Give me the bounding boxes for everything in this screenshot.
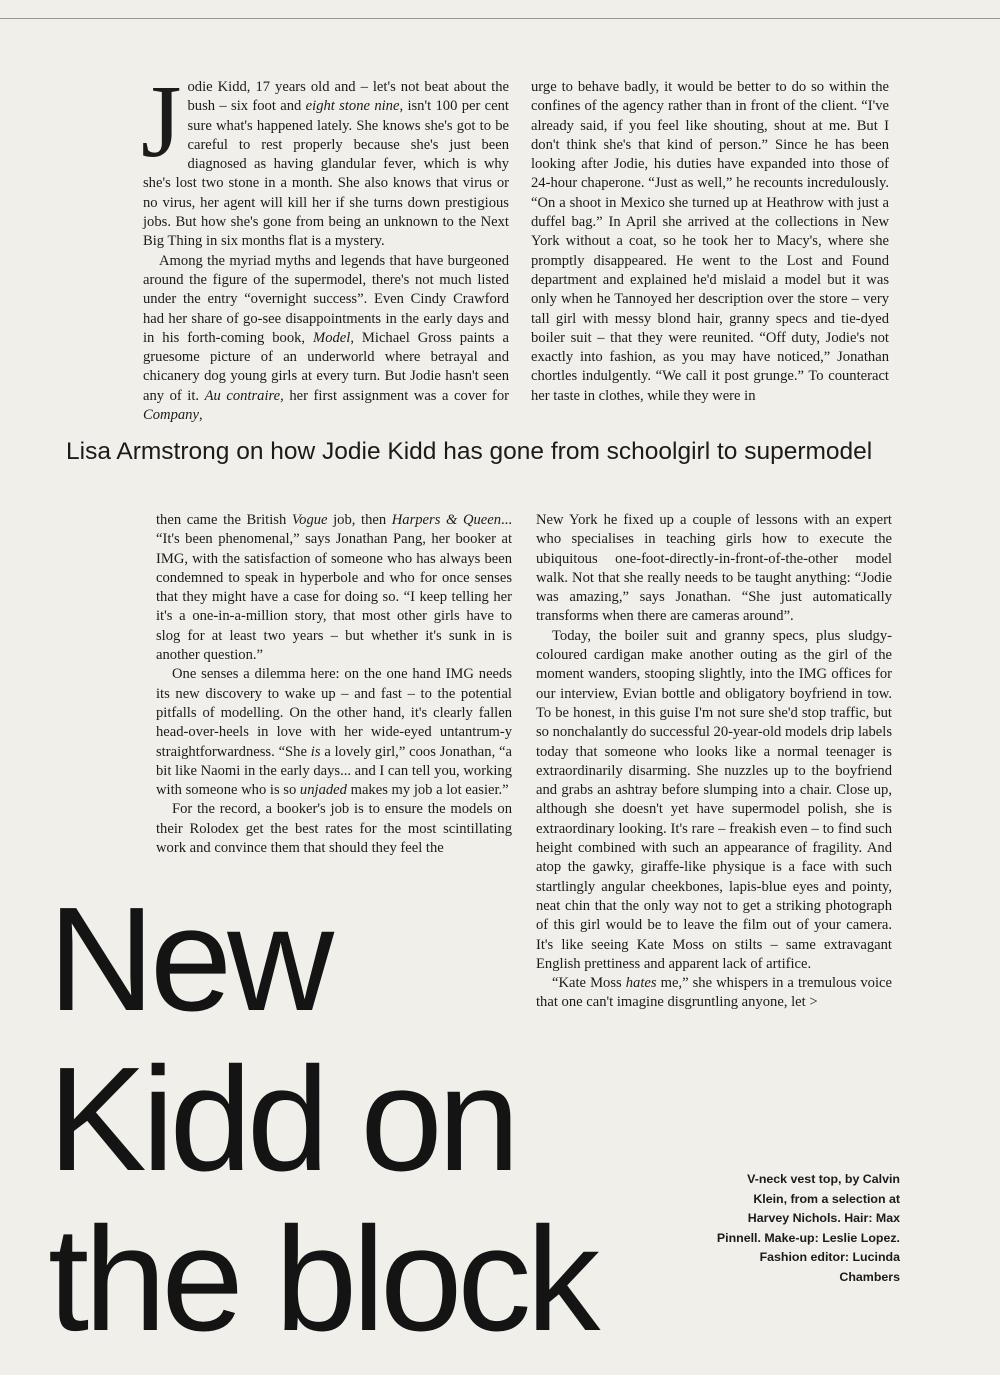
drop-cap: J (141, 64, 182, 179)
article-paragraph: then came the British Vogue job, then Harpers & Queen... “It's been phenomenal,” says Jonathan Pang, her booker at IMG, with the satisfaction of someone who has always been condemned to speak in hyperbole and who for once senses that they might have a case for doing so. “I keep telling her it's a one-in-a-million story, that most other girls have to slog for at least two years – but whether it's sunk in is another question.” (156, 512, 512, 664)
article-paragraph: “Kate Moss hates me,” she whispers in a tremulous voice that one can't imagine disgruntling anyone, let > (536, 975, 892, 1011)
article-column-2 (531, 78, 889, 406)
article-paragraph: Jodie Kidd, 17 years old and – let's not beat about the bush – six foot and eight stone nine, isn't 100 per cent sure what's happened lately. She knows she's got to be careful to rest properly because she's just been diagnosed as having glandular fever, which is why she's lost two stone in a month. She also knows that virus or no virus, her agent will kill her if she turns down prestigious jobs. But how she's gone from being an unknown to the Next Big Thing in six months flat is a mystery. (141, 64, 509, 250)
article-paragraph: For the record, a booker's job is to ensure the models on their Rolodex get the best rates for the most scintillating work and convince them that should they feel the (156, 801, 512, 857)
article-paragraph: urge to behave badly, it would be better to do so within the confines of the agency rather than in front of the client. “I've already said, if you feel like shouting, shout at me. But I don't think she's that kind of person.” Since he has been looking after Jodie, his duties have expanded into those of 24-hour chaperone. “Just as well,” he recounts incredulously. “On a shoot in Mexico she turned up at Heathrow with just a duffel bag.” In April she arrived at the collections in New York without a coat, so he took her to Macy's, where she promptly disappeared. He went to the Lost and Found department and explained he'd mislaid a model but it was only when he Tannoyed her description over the store – very tall girl with messy blond hair, granny specs and tie-dyed boiler suit – that they were reunited. “Off duty, Jodie's not exactly into fashion, as you may have noticed,” Jonathan chortles indulgently. “We call it post grunge.” To counteract her taste in clothes, while they were in (531, 79, 889, 404)
standfirst: Lisa Armstrong on how Jodie Kidd has gone from schoolgirl to supermodel (66, 438, 873, 465)
headline-line-2: Kidd on (48, 1037, 515, 1202)
headline-line-1: New (48, 877, 330, 1042)
article-column-3 (156, 511, 512, 858)
article-paragraph: Among the myriad myths and legends that have burgeoned around the figure of the supermodel, there's not much listed under the entry “overnight success”. Even Cindy Crawford had her share of go-see disappointments in the early days and in his forth-coming book, Model, Michael Gross paints a gruesome picture of an underworld where betrayal and chicanery dog young girls at every turn. But Jodie hasn't seen any of it. Au contraire, her first assignment was a cover for Company, (143, 252, 510, 424)
article-paragraph: Today, the boiler suit and granny specs, plus sludgy-coloured cardigan make another outing as the girl of the moment wanders, stooping slightly, into the IMG offices for our interview, Evian bottle and obligatory boyfriend in tow. To be honest, in this guise I'm not sure she'd stop traffic, but so nonchalantly do successful 20-year-old models drip labels today that someone who looks like a normal teenager is extraordinarily disarming. She nuzzles up to the boyfriend and grabs an ashtray before slumping into a chair. Close up, although she doesn't yet have supermodel polish, she is extraordinary looking. It's rare – freakish even – to find such height combined with such an appearance of fragility. And atop the gawky, giraffe-like physique is a face with such startlingly angular cheekbones, lapis-blue eyes and pointy, neat chin that the only way not to get a striking photograph of this girl would be to leave the film out of your camera. It's like seeing Kate Moss on stilts – same extravagant English prettiness and apparent lack of artifice. (536, 627, 892, 972)
top-rule (0, 18, 1000, 19)
article-paragraph: One senses a dilemma here: on the one hand IMG needs its new discovery to wake up – and fast – to the potential pitfalls of modelling. On the other hand, it's clearly fallen head-over-heels in love with her wide-eyed untantrum-y straightforwardness. “She is a lovely girl,” coos Jonathan, “a bit like Naomi in the early days... and I can tell you, working with someone who is so unjaded makes my job a lot easier.” (156, 666, 512, 799)
article-paragraph: New York he fixed up a couple of lessons with an expert who specialises in teaching girls how to execute the ubiquitous one-foot-directly-in-front-of-the-other model walk. Not that she really needs to be taught anything: “Jodie was amazing,” says Jonathan. “She just automatically transforms when there are cameras around”. (536, 512, 892, 625)
headline (48, 877, 728, 1362)
photo-caption: V-neck vest top, by Calvin Klein, from a selection at Harvey Nichols. Hair: Max Pinnell. Make-up: Leslie Lopez. Fashion editor: Lucinda Chambers (716, 1172, 900, 1284)
headline-line-3: the block (48, 1197, 596, 1362)
article-column-1 (141, 64, 510, 425)
